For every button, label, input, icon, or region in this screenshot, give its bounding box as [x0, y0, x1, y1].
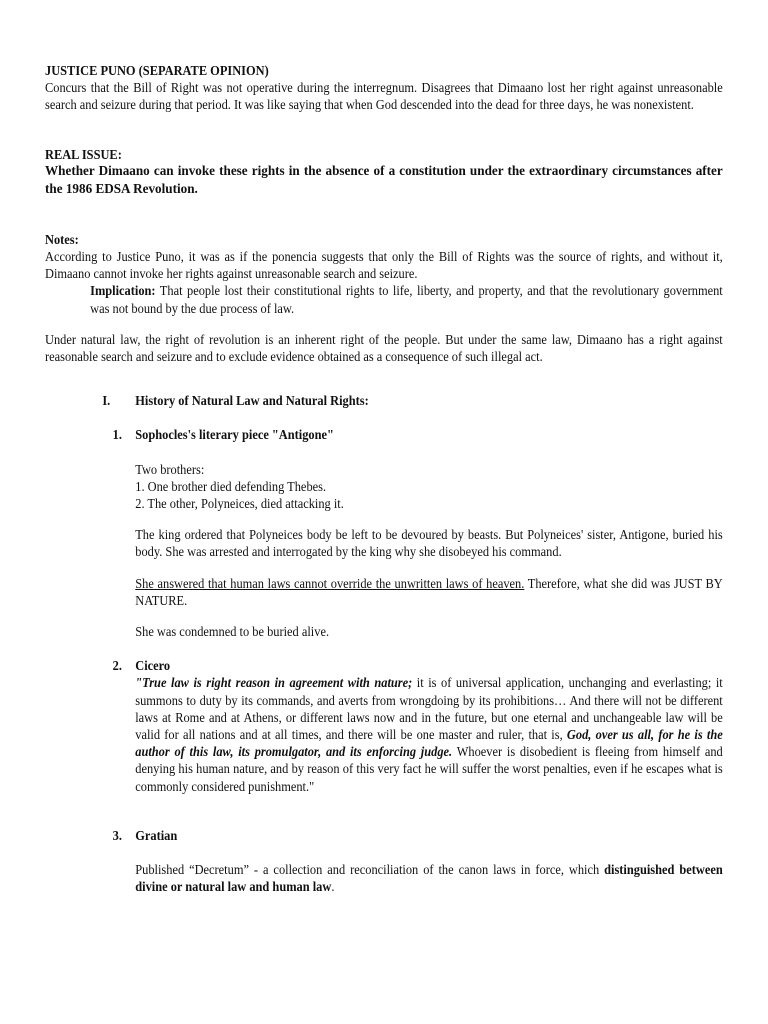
notes-text: According to Justice Puno, it was as if the ponencia suggests that only the Bill of Rights was the source of rights, and without it, Dimaano cannot invoke her rights against unreasonable search and seizure. — [45, 249, 723, 282]
section-title: History of Natural Law and Natural Rights: — [135, 393, 369, 409]
document-page — [45, 62, 723, 896]
king-paragraph: The king ordered that Polyneices body be left to be devoured by beasts. But Polyneices' sister, Antigone, buried his body. She was arrested and interrogated by the king why she disobeyed his command. — [135, 527, 723, 560]
puno-heading: JUSTICE PUNO (SEPARATE OPINION) — [45, 63, 269, 78]
item1-heading — [45, 426, 723, 443]
notes-heading: Notes: — [45, 231, 79, 247]
answer-paragraph — [135, 575, 723, 609]
cicero-quote — [135, 674, 723, 794]
puno-text: Concurs that the Bill of Right was not operative during the interregnum. Disagrees that Dimaano lost her right against unreasonable search and seizure during that period. It was like saying that when God descended into the dead for three days, he was nonexistent. — [45, 80, 723, 113]
item1-body — [45, 461, 723, 641]
answer-rest: Therefore, what she did was JUST BY NATURE. — [135, 575, 723, 608]
gratian-end: . — [331, 879, 335, 895]
implication-paragraph — [45, 282, 723, 316]
quote-bold: "True law is right reason in agreement with nature; — [135, 675, 413, 691]
brother-1: 1. One brother died defending Thebes. — [135, 478, 327, 494]
section-number: I. — [102, 393, 111, 409]
condemned-paragraph: She was condemned to be buried alive. — [135, 624, 330, 640]
gratian-text: Published “Decretum” - a collection and reconciliation of the canon laws in force, which — [135, 862, 605, 878]
implication-label: Implication: — [90, 283, 156, 299]
item3-body — [45, 861, 723, 895]
real-issue-text: Whether Dimaano can invoke these rights in the absence of a constitution under the extraordinary circumstances after the 1986 EDSA Revolution. — [45, 163, 723, 197]
item1-number: 1. — [112, 427, 122, 443]
item3-number: 3. — [112, 827, 122, 843]
item2-title: Cicero — [135, 658, 171, 674]
gratian-bold: distinguished between divine or natural law and human law — [135, 862, 723, 895]
gratian-paragraph — [135, 861, 723, 895]
implication-text: That people lost their constitutional rights to life, liberty, and property, and that the revolutionary government was not bound by the due process of law. — [90, 283, 723, 316]
brother-2: 2. The other, Polyneices, died attacking it. — [135, 496, 344, 512]
item1-title: Sophocles's literary piece "Antigone" — [135, 427, 334, 443]
item2-number: 2. — [112, 658, 122, 674]
quote-end: Whoever is disobedient is fleeing from himself and denying his human nature, and by reason of this very fact he will suffer the worst penalties, even if he escapes what is commonly considered punishment." — [135, 744, 723, 794]
item3-title: Gratian — [135, 827, 178, 843]
brothers-intro: Two brothers: — [135, 461, 205, 477]
quote-bold-2: God, over us all, for he is the author of this law, its promulgator, and its enforcing judge. — [135, 727, 723, 760]
section-heading — [45, 392, 723, 409]
quote-mid: it is of universal application, unchanging and everlasting; it summons to duty by its commands, and averts from wrongdoing by its prohibitions… And there will not be different laws at Rome and at Athens, or different laws now and in the future, but one eternal and unchangeable law will be valid for all nations and at all times, and there will be one master and ruler, that is, — [135, 675, 723, 743]
item2-body — [45, 674, 723, 794]
real-issue-heading: REAL ISSUE: — [45, 146, 122, 162]
natural-law-paragraph: Under natural law, the right of revolution is an inherent right of the people. But under the same law, Dimaano has a right against reasonable search and seizure and to exclude evidence obtained as a consequence of such illegal act. — [45, 331, 723, 365]
answer-underlined: She answered that human laws cannot override the unwritten laws of heaven. — [135, 575, 525, 591]
item3-heading — [45, 827, 723, 844]
item2-heading — [45, 657, 723, 674]
